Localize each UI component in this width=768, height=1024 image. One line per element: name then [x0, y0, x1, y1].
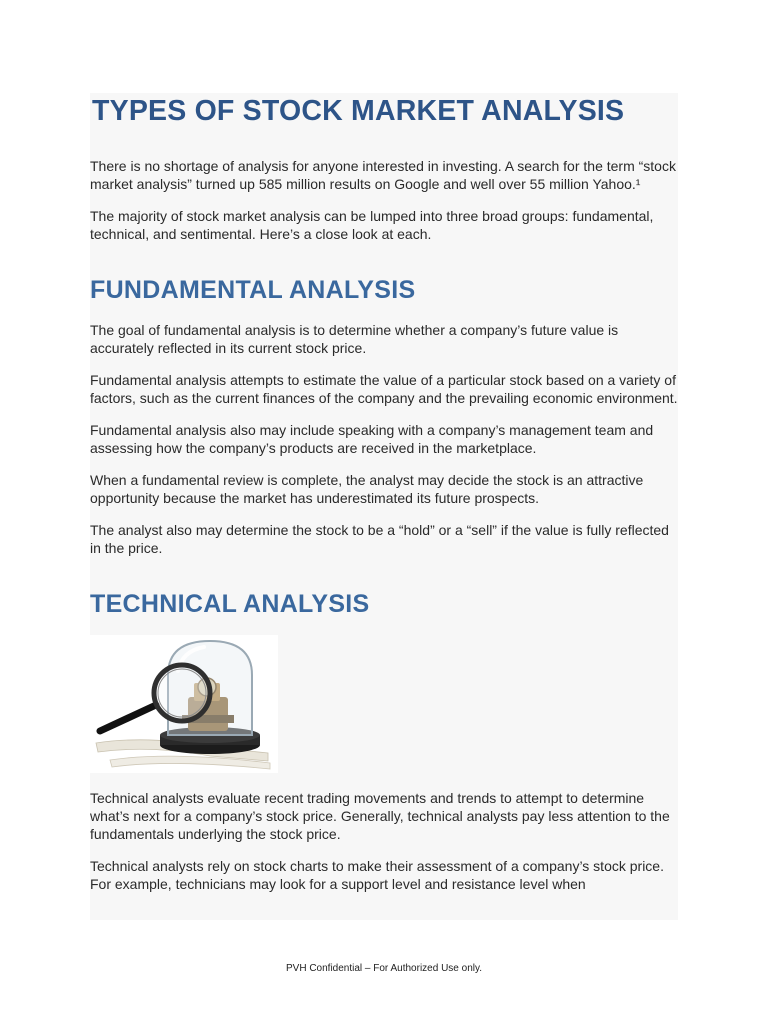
- technical-paragraph-2: Technical analysts rely on stock charts to make their assessment of a company’s stock price. For example, technicians may look for a support level and resistance level when: [90, 858, 664, 892]
- fundamental-paragraph-4: When a fundamental review is complete, the analyst may decide the stock is an attractive opportunity because the market has underestimated its future prospects.: [90, 472, 644, 506]
- section-heading-technical: TECHNICAL ANALYSIS: [90, 590, 370, 618]
- intro-paragraph-1-text: There is no shortage of analysis for anyone interested in investing. A search for the term “stock market analysis” turned up 585 million results on Google and well over 55 million Yahoo.: [90, 158, 676, 192]
- section-heading-fundamental: FUNDAMENTAL ANALYSIS: [90, 276, 416, 304]
- fundamental-paragraph-5: The analyst also may determine the stock to be a “hold” or a “sell” if the value is fully reflected in the price.: [90, 522, 669, 556]
- page-title: TYPES OF STOCK MARKET ANALYSIS: [92, 95, 625, 127]
- document-page: [90, 93, 678, 920]
- technical-paragraph-1: Technical analysts evaluate recent trading movements and trends to attempt to determine what’s next for a company’s stock price. Generally, technical analysts pay less attention to the fundamentals underlying the stock price.: [90, 790, 670, 842]
- fundamental-paragraph-2: Fundamental analysis attempts to estimate the value of a particular stock based on a variety of factors, such as the current finances of the company and the prevailing economic environment.: [90, 372, 678, 406]
- fundamental-paragraph-3: Fundamental analysis also may include speaking with a company’s management team and assessing how the company’s products are received in the marketplace.: [90, 422, 654, 456]
- magnifier-ticker-dome-illustration: [90, 635, 278, 773]
- intro-paragraph-2: The majority of stock market analysis can be lumped into three broad groups: fundamental, technical, and sentimental. Here’s a close look at each.: [90, 208, 654, 242]
- magnifier-icon: [90, 635, 278, 773]
- intro-paragraph-1: [90, 157, 678, 193]
- footnote-marker: ¹: [635, 176, 641, 192]
- confidential-footer: PVH Confidential – For Authorized Use only.: [285, 963, 483, 974]
- fundamental-paragraph-1: The goal of fundamental analysis is to determine whether a company’s future value is accurately reflected in its current stock price.: [90, 322, 619, 356]
